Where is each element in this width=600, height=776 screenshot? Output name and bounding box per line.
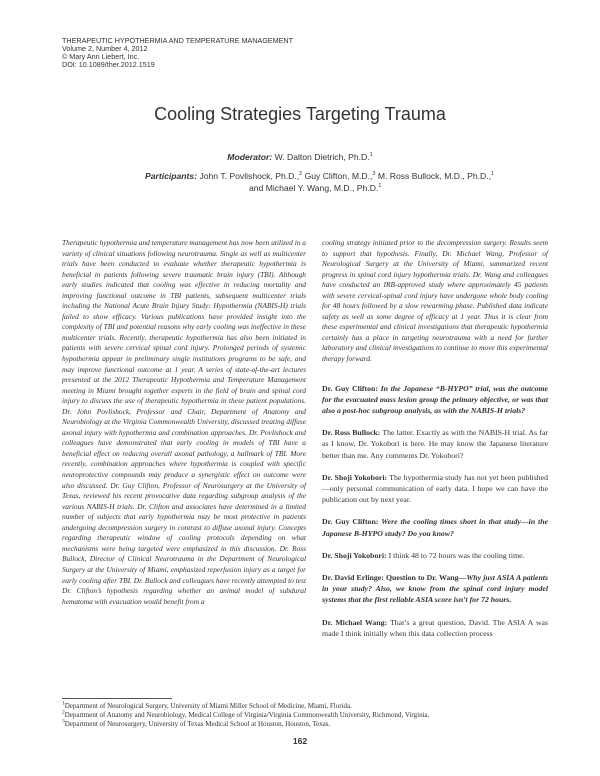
footnote bbox=[62, 702, 548, 711]
dialogue-entry bbox=[322, 572, 548, 606]
dialogue-text: The hypothermia study has not yet been published—only personal communication of early data. I hope we can have the publication out by next year. bbox=[322, 472, 549, 505]
dialogue-text: That’s a great question, David. The ASIA A was made I think initially when this data collection process bbox=[322, 617, 548, 638]
footnote-mark: 3 bbox=[62, 718, 65, 725]
footnote-mark: 1 bbox=[62, 700, 65, 707]
footnotes bbox=[62, 702, 548, 729]
speaker: Dr. Shoji Yokobori: bbox=[322, 550, 387, 560]
moderator-line bbox=[0, 152, 600, 162]
dialogue-entry bbox=[322, 617, 548, 639]
footnote-text: Department of Neurosurgery, University of Texas Medical School at Houston, Houston, Texas. bbox=[64, 720, 331, 728]
copyright: © Mary Ann Liebert, Inc. bbox=[62, 52, 140, 62]
footnote-text: Department of Neurological Surgery, University of Miami Miller School of Medicine, Miami, Florida. bbox=[64, 702, 352, 710]
dialogue-entry bbox=[322, 427, 548, 461]
journal-name: THERAPEUTIC HYPOTHERMIA AND TEMPERATURE MANAGEMENT bbox=[62, 36, 293, 45]
participant-wang: and Michael Y. Wang, M.D., Ph.D. bbox=[249, 183, 379, 193]
dialogue-text: The latter. Exactly as with the NABIS-H trial. As far as I know, Dr. Yokobori is here. He may know the Japanese literature better than me. Any comments Dr. Yokobori? bbox=[322, 428, 548, 460]
affil-sup: 1 bbox=[491, 171, 495, 178]
dialogue-text: Were the cooling times short in that study—in the Japanese B-HYPO study? Do you know? bbox=[322, 517, 549, 538]
speaker: Dr. Shoji Yokobori: bbox=[322, 472, 388, 482]
affil-sup: 2 bbox=[299, 171, 303, 178]
abstract-left-column: Therapeutic hypothermia and temperature management has now been utilized in a variety of clinical situations following neurotrauma. Single as well as multicenter trials have been conducted to evaluate whether therapeutic hypothermia is beneficial in patients following severe traumatic brain injury (TBI). Although early studies indicated that cooling was effective in reducing mortality and improving functional outcome in TBI patients, subsequent multicenter trials including the National Acute Brain Injury Study: Hypothermia (NABIS-H) trials failed to show efficacy. Various publications have provided insight into the complexity of TBI and potential reasons why early cooling was ineffective in these multicenter trials. Recently, therapeutic hypothermia has also been initiated in patients with severe cervical spinal cord injury. Prolonged periods of systemic hypothermia appear in preliminary single institutions programs to be safe, and may improve functional outcome at 1 year. A series of state-of-the-art lectures presented at the 2012 Therapeutic Hypothermia and Temperature Management meeting in Miami brought together experts in the field of brain and spinal cord injury to discuss the use of therapeutic hypothermia in these patient populations. Dr. John Povlishock, Professor and Chair, Department of Anatomy and Neurobiology at the Virginia Commonwealth University, discussed treating diffuse axonal injury with hypothermia and combination approaches. Dr. Povlishock and colleagues have demonstrated that early cooling in models of TBI have a beneficial effect on reducing overall axonal pathology, a hallmark of TBI. More recently, combination approaches where hypothermia is coupled with specific neuroprotective compounds may produce a synergistic effect on outcome were also discussed. Dr. Guy Clifton, Professor of Neurosurgery at the University of Texas, reviewed his recent provocative data regarding subgroup analysis of the various NABIS-H trials. Dr. Clifton and associates have determined in a limited number of subjects that early hypothermia may be most protective in patients undergoing decompression surgery in contrast to diffuse axonal injury. Concepts regarding therapeutic window of cooling protocols depending on what mechanisms were being targeted were emphasized in this discussion. Dr. Ross Bullock, Director of Clinical Neurotrauma in the Department of Neurological Surgery at the University of Miami, emphasized reperfusion injury as a target for early cooling after TBI. Dr. Bullock and colleagues have recently attempted to test Dr. Clifton’s hypothesis regarding whether an animal model of subdural hematoma with evacuation would benefit from a bbox=[62, 238, 306, 606]
footnote bbox=[62, 720, 548, 729]
moderator-label: Moderator: bbox=[227, 152, 273, 162]
footnote-rule bbox=[62, 698, 172, 699]
participant-clifton: Guy Clifton, M.D., bbox=[302, 171, 373, 181]
dialogue-text: Why just ASIA A patients in your study? Also, we know from the spinal cord injury model systems that the first reliable ASIA score isn’t for 72 hours. bbox=[322, 573, 549, 605]
speaker: Dr. Ross Bullock: bbox=[322, 428, 381, 438]
dialogue-text: I think 48 to 72 hours was the cooling time. bbox=[388, 550, 525, 560]
journal-volume: Volume 2, Number 4, 2012 bbox=[62, 44, 148, 54]
affil-sup: 3 bbox=[372, 171, 376, 178]
speaker: Dr. Guy Clifton: bbox=[322, 383, 378, 393]
participants-block bbox=[145, 170, 545, 194]
abstract-continued: cooling strategy initiated prior to the decompression surgery. Results seem to support that hypothesis. Finally, Dr. Michael Wang, Professor of Neurological Surgery at the University of Miami, summarized recent progress in spinal cord injury hypothermia trials. Dr. Wang and colleagues have conducted an IRB-approved study where approximately 45 patients with severe cervical-spinal cord injury have undergone whole body cooling for 48 hours followed by a slow rewarming phase. Published data indicate safety as well as some degree of efficacy at 1 year. Thus it is clear from these experimental and clinical investigations that therapeutic hypothermia certainly has a place in targeting neurotrauma with a need for further laboratory and clinical investigations to continue to move this experimental therapy forward. bbox=[322, 238, 548, 364]
speaker: Dr. David Erlinge: Question to Dr. Wang— bbox=[322, 573, 467, 582]
doi: DOI: 10.1089/ther.2012.1519 bbox=[62, 60, 155, 70]
footnote-text: Department of Anatomy and Neurobiology, Medical College of Virginia/Virginia Commonwealth University, Richmond, Virginia. bbox=[64, 711, 430, 719]
dialogue-text: In the Japanese “B-HYPO” trial, was the outcome for the evacuated mass lesion group the primary objective, or was that also a post-hoc subgroup analysis, as with the NABIS-H trials? bbox=[322, 383, 549, 415]
moderator-name: W. Dalton Dietrich, Ph.D. bbox=[274, 152, 370, 162]
footnote bbox=[62, 711, 548, 720]
speaker: Dr. Guy Clifton: bbox=[322, 517, 379, 527]
speaker: Dr. Michael Wang: bbox=[322, 617, 388, 627]
footnote-mark: 2 bbox=[62, 709, 65, 716]
article-title: Cooling Strategies Targeting Trauma bbox=[154, 104, 446, 124]
participants-label: Participants: bbox=[145, 171, 198, 181]
participant-povlishock: John T. Povlishock, Ph.D., bbox=[199, 171, 300, 181]
dialogue-entry bbox=[322, 550, 548, 561]
moderator-affil: 1 bbox=[369, 152, 373, 159]
right-column bbox=[322, 238, 548, 639]
dialogue-entry bbox=[322, 516, 548, 538]
dialogue-entry bbox=[322, 472, 548, 506]
page-number: 162 bbox=[292, 736, 308, 746]
participant-bullock: M. Ross Bullock, M.D., Ph.D., bbox=[375, 171, 492, 181]
affil-sup: 1 bbox=[378, 183, 382, 190]
journal-header bbox=[62, 37, 293, 69]
dialogue-entry bbox=[322, 383, 548, 417]
